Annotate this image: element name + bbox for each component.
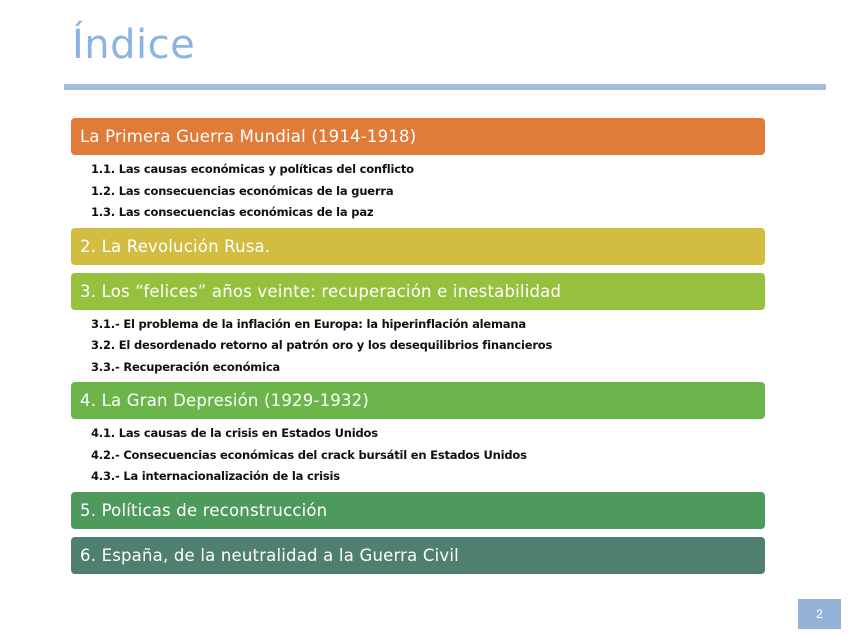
title-underline: [64, 84, 826, 90]
section-bar-3[interactable]: 3. Los “felices” años veinte: recuperación e inestabilidad: [71, 273, 765, 310]
section-bar-6[interactable]: 6. España, de la neutralidad a la Guerra Civil: [71, 537, 765, 574]
section-4-subitems: [71, 419, 765, 492]
section-gap: [71, 265, 765, 273]
section-gap: [71, 529, 765, 537]
subitem-1-2: 1.2. Las consecuencias económicas de la guerra: [91, 183, 394, 198]
subitem-3-1: 3.1.- El problema de la inflación en Europa: la hiperinflación alemana: [91, 316, 526, 331]
section-bar-5[interactable]: 5. Políticas de reconstrucción: [71, 492, 765, 529]
slide-title: Índice: [72, 22, 196, 68]
section-bar-1[interactable]: La Primera Guerra Mundial (1914-1918): [71, 118, 765, 155]
subitem-1-1: 1.1. Las causas económicas y políticas del conflicto: [91, 162, 414, 176]
subitem-4-1: 4.1. Las causas de la crisis en Estados Unidos: [91, 426, 378, 440]
subitem-4-3: 4.3.- La internacionalización de la crisis: [91, 469, 340, 483]
section-3-subitems: [71, 310, 765, 383]
section-bar-2[interactable]: 2. La Revolución Rusa.: [71, 228, 765, 265]
table-of-contents: [71, 118, 765, 574]
page-number: 2: [798, 599, 841, 629]
subitem-3-2: 3.2. El desordenado retorno al patrón oro y los desequilibrios financieros: [91, 338, 553, 352]
subitem-1-3: 1.3. Las consecuencias económicas de la paz: [91, 205, 374, 219]
section-bar-4[interactable]: 4. La Gran Depresión (1929-1932): [71, 382, 765, 419]
subitem-3-3: 3.3.- Recuperación económica: [91, 359, 280, 374]
subitem-4-2: 4.2.- Consecuencias económicas del crack bursátil en Estados Unidos: [91, 447, 527, 462]
section-1-subitems: [71, 155, 765, 228]
